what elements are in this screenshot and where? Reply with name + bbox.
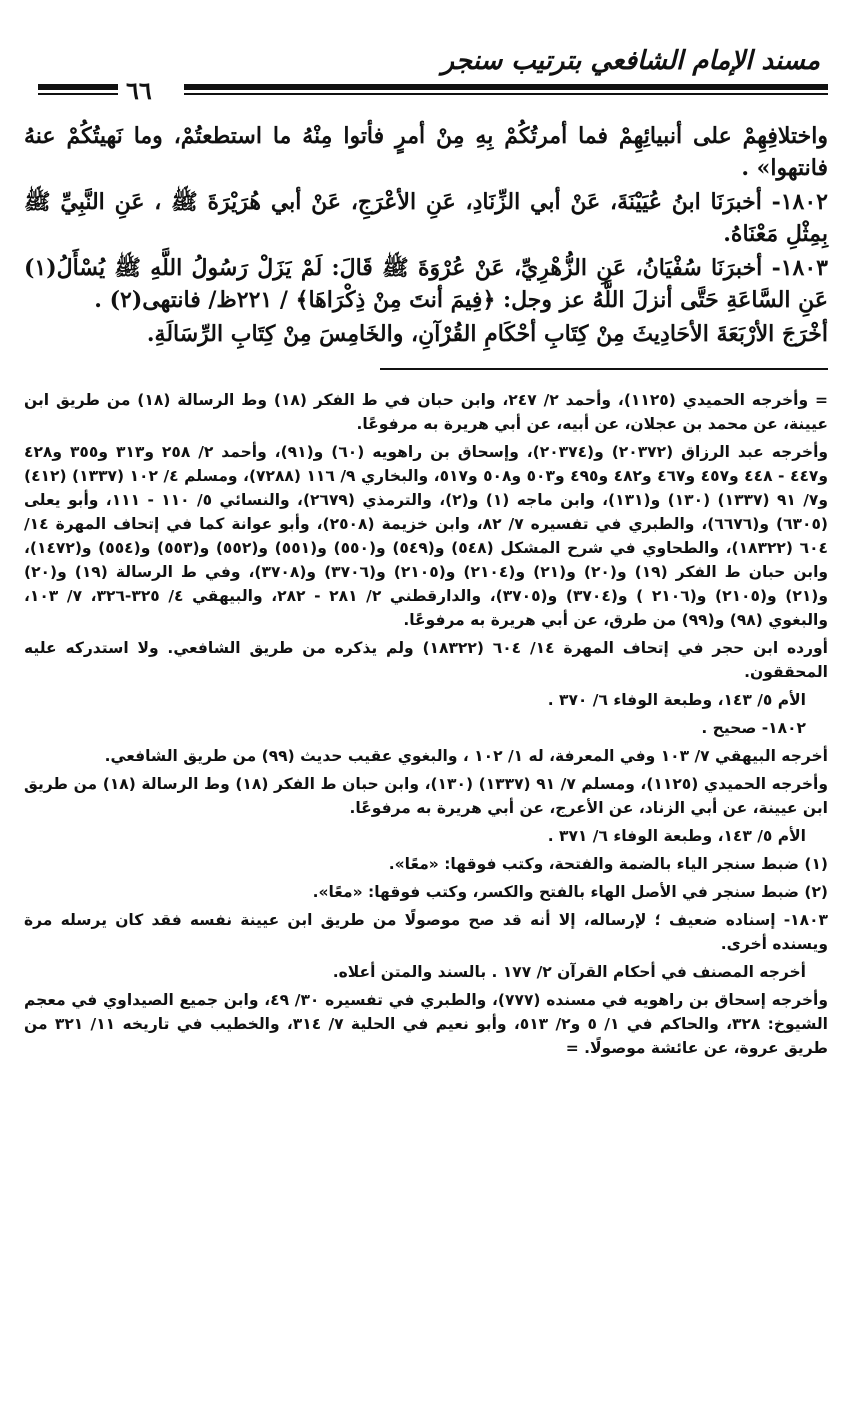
note-paragraph: الأم ٥/ ١٤٣، وطبعة الوفاء ٦/ ٣٧١ . xyxy=(547,827,806,845)
note-paragraph: أخرجه المصنف في أحكام القرآن ٢/ ١٧٧ . بالسند والمتن أعلاه. xyxy=(332,963,806,981)
page-number: ٦٦ xyxy=(126,76,152,105)
note-paragraph: أورده ابن حجر في إتحاف المهرة ١٤/ ٦٠٤ (١٨٣٢٢) ولم يذكره من طريق الشافعي. ولا استدركه عليه المحققون. xyxy=(24,639,828,681)
page-header xyxy=(24,46,828,108)
note-paragraph: وأخرجه الحميدي (١١٢٥)، ومسلم ٧/ ٩١ (١٣٣٧) (١٣٠)، وابن حبان ط الفكر (١٨) وط الرسالة (١٨) من طريق ابن عيينة، عن أبي الزناد، عن الأعرج، عن أبي هريرة به مرفوعًا. xyxy=(24,775,829,817)
note-paragraph: وأخرجه إسحاق بن راهويه في مسنده (٧٧٧)، والطبري في تفسيره ٣٠/ ٤٩، وابن جميع الصيداوي في معجم الشيوخ: ٣٢٨، والحاكم في ١/ ٥ و٢/ ٥١٣، وأبو نعيم في الحلية ٧/ ٣١٤، والخطيب في تاريخه ١١/ ٣٢١ من طريق عروة، عن عائشة موصولًا. = xyxy=(24,991,828,1057)
main-text xyxy=(24,120,828,350)
note-paragraph: الأم ٥/ ١٤٣، وطبعة الوفاء ٦/ ٣٧٠ . xyxy=(547,691,806,709)
hadith-1803: ١٨٠٣- أخبرَنَا سُفْيَانُ، عَنِ الزُّهْرِيِّ، عَنْ عُرْوَةَ ﷺ قَالَ: لَمْ يَزَلْ رَسُولُ اللَّهِ ﷺ يُسْأَلُ(١) عَنِ السَّاعَةِ حَتَّى أنزلَ اللَّهُ عز وجل: ﴿فِيمَ أنتَ مِنْ ذِكْرَاهَا﴾ / ٢٢١ظ/ فانتهى(٢) . xyxy=(24,255,828,313)
running-title: مسند الإمام الشافعي بترتيب سنجر xyxy=(441,46,820,76)
source-note: أخْرَجَ الأرْبَعَةَ الأحَادِيثَ مِنْ كِتَابِ أحْكَامِ القُرْآنِ، والخَامِسَ مِنْ كِتَابِ الرِّسَالَةِ. xyxy=(146,321,828,347)
document-page xyxy=(0,46,850,1426)
header-rule-left-thin xyxy=(38,93,118,95)
footnote-2: (٢) ضبط سنجر في الأصل الهاء بالفتح والكسر، وكتب فوقها: «معًا». xyxy=(312,883,828,901)
footnotes xyxy=(24,388,828,1060)
header-rule xyxy=(184,84,828,90)
note-heading: ١٨٠٢- صحيح . xyxy=(701,719,806,737)
header-rule-left xyxy=(38,84,118,90)
note-paragraph: = وأخرجه الحميدي (١١٢٥)، وأحمد ٢/ ٢٤٧، وابن حبان في ط الفكر (١٨) وط الرسالة (١٨) من طريق ابن عيينة، عن محمد بن عجلان، عن أبيه، عن أبي هريرة به مرفوعًا. xyxy=(24,391,829,433)
footnote-separator xyxy=(380,368,828,370)
hadith-1802: ١٨٠٢- أخبرَنَا ابنُ عُيَيْنَةَ، عَنْ أبي الزِّنَادِ، عَنِ الأعْرَجِ، عَنْ أبي هُرَيْرَةَ ﷺ ، عَنِ النَّبِيِّ ﷺ بِمِثْلِ مَعْنَاهُ. xyxy=(24,189,828,247)
note-paragraph: أخرجه البيهقي ٧/ ١٠٣ وفي المعرفة، له ١/ ١٠٢ ، والبغوي عقيب حديث (٩٩) من طريق الشافعي. xyxy=(104,747,828,765)
main-paragraph: واختلافِهِمْ على أنبيائِهِمْ فما أمرتُكُمْ بِهِ مِنْ أمرٍ فأتوا مِنْهُ ما استطعتُمْ، وما نَهيتُكُمْ عنهُ فانتهوا» . xyxy=(24,123,828,181)
header-rule-thin xyxy=(184,93,828,95)
note-paragraph: وأخرجه عبد الرزاق (٢٠٣٧٢) و(٢٠٣٧٤)، وإسحاق بن راهويه (٦٠) و(٩١)، وأحمد ٢/ ٢٥٨ و٣١٣ و٣٥٥ و٤٢٨ و٤٤٧ - ٤٤٨ و٤٥٧ و٤٦٧ و٤٨٢ و٤٩٥ و٥٠٣ و٥٠٨ و٥١٧، والبخاري ٩/ ١١٦ (٧٢٨٨)، ومسلم ٤/ ١٠٢ (١٣٣٧) (٤١٢) و٧/ ٩١ (١٣٣٧) (١٣٠) و(١٣١)، وابن ماجه (١) و(٢)، والترمذي (٢٦٧٩)، والنسائي ٥/ ١١٠ - ١١١، وأبو يعلى (٦٣٠٥) و(٦٦٧٦)، والطبري في تفسيره ٧/ ٨٢، وابن خزيمة (٢٥٠٨)، وأبو عوانة كما في إتحاف المهرة ١٤/ ٦٠٤ (١٨٣٢٢)، والطحاوي في شرح المشكل (٥٤٨) و(٥٤٩) و(٥٥٠) و(٥٥١) و(٥٥٢) و(٥٥٣) و(٥٥٤) و(١٤٧٢)، وابن حبان ط الفكر (١٩) و(٢٠) و(٢١) و(٢١٠٤) و(٢١٠٥) و(٣٧٠٦) و(٣٧٠٨)، وفي ط الرسالة (١٩) و(٢٠) و(٢١) و(٢١٠٥) و(٢١٠٦ ) و(٣٧٠٤) و(٣٧٠٥)، والدارقطني ٢/ ٢٨١ - ٢٨٢، والبيهقي ٤/ ٣٢٥-٣٢٦، ٧/ ١٠٣، والبغوي (٩٨) و(٩٩) من طرق، عن أبي هريرة به مرفوعًا. xyxy=(24,443,829,629)
note-heading: ١٨٠٣- إسناده ضعيف ؛ لإرساله، إلا أنه قد صح موصولًا من طريق ابن عيينة نفسه فقد كان يرسله مرة ويسنده أخرى. xyxy=(24,911,828,953)
footnote-1: (١) ضبط سنجر الياء بالضمة والفتحة، وكتب فوقها: «معًا». xyxy=(388,855,828,873)
